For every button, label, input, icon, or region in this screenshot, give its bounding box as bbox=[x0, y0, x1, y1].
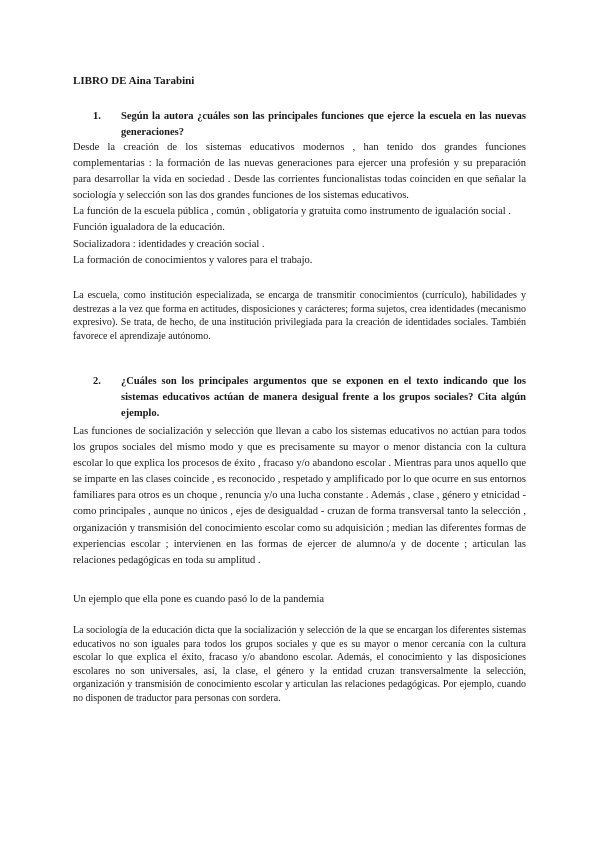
question-1-number: 1. bbox=[93, 111, 101, 122]
answer-1-summary bbox=[73, 289, 526, 343]
answer-2-summary-text: La sociología de la educación dicta que la socialización y selección de la que se encargan los diferentes sistemas educativos no son iguales para todos los grupos sociales y que es su mayor o menor cercanía con la cultura escolar lo que explica el éxito, fracaso y/o abandono escolar. Además, el conocimiento y las disposiciones escolares no son universales, así, la clase, el género y la entidad cruzan transversalmente la selección, organización y transmisión de conocimiento escolar y articulan las relaciones pedagógicas. Por ejemplo, cuando no disponen de traductor para personas con sordera. bbox=[73, 625, 526, 704]
answer-2-example bbox=[73, 592, 526, 608]
question-1 bbox=[93, 109, 526, 141]
answer-1-line: Socializadora : identidades y creación social . bbox=[73, 238, 265, 250]
question-2-text: ¿Cuáles son los principales argumentos que se exponen en el texto indicando que los sistemas educativos actúan de manera desigual frente a los grupos sociales? Cita algún ejemplo. bbox=[121, 376, 526, 419]
answer-1-line: La formación de conocimientos y valores para el trabajo. bbox=[73, 254, 313, 266]
answer-2-example-text: Un ejemplo que ella pone es cuando pasó lo de la pandemia bbox=[73, 594, 325, 605]
answer-1-summary-text: La escuela, como institución especializada, se encarga de transmitir conocimientos (currículo), habilidades y destrezas a la vez que forma en actitudes, disposiciones y carácteres; forma sujetos, crea identidades (mecanismo expresivo). Se trata, de hecho, de una institución privilegiada para la creación de identidades sociales. También favorece el aprendizaje autónomo. bbox=[73, 290, 526, 342]
answer-1-paragraph: Desde la creación de los sistemas educativos modernos , han tenido dos grandes funciones complementarias : la formación de las nuevas generaciones para ejercer una profesión y su preparación para desarrollar la vida en sociedad . Desde las corrientes funcionalistas todas coinciden en que señalar la sociología y selección son las dos grandes funciones de los sistemas educativos. bbox=[73, 142, 526, 202]
document-title: LIBRO DE Aina Tarabini bbox=[73, 75, 195, 87]
question-2-number: 2. bbox=[93, 376, 101, 387]
answer-1-line: La función de la escuela pública , común , obligatoria y gratuita como instrumento de igualación social . bbox=[73, 206, 511, 218]
question-2 bbox=[93, 374, 526, 422]
answer-1-line: Función igualadora de la educación. bbox=[73, 222, 225, 234]
question-1-text: Según la autora ¿cuáles son las principales funciones que ejerce la escuela en las nuevas generaciones? bbox=[121, 111, 526, 138]
answer-2 bbox=[73, 424, 526, 569]
answer-1 bbox=[73, 140, 526, 269]
answer-2-summary bbox=[73, 624, 526, 706]
answer-2-text: Las funciones de socialización y selección que llevan a cabo los sistemas educativos no actúan para todos los grupos sociales del mismo modo y que es precisamente su mayor o menor distancia con la cultura escolar lo que explica los procesos de éxito , fracaso y/o abandono escolar . Mientras para unos aquello que se imparte en las clases coincide , es reconocido , respetado y amplificado por lo que ocurre en sus entornos familiares para otros es un choque , renuncia y/o una lucha constante . Además , clase , género y etnicidad - como principales , aunque no únicos , ejes de desigualdad - cruzan de forma transversal tanto la selección , organización y transmisión del conocimiento escolar como su adquisición ; median las diferentes formas de experiencias escolar ; intervienen en las formas de ejercer de alumno/a y de docente ; articulan las relaciones pedagógicas en toda su amplitud . bbox=[73, 426, 526, 566]
